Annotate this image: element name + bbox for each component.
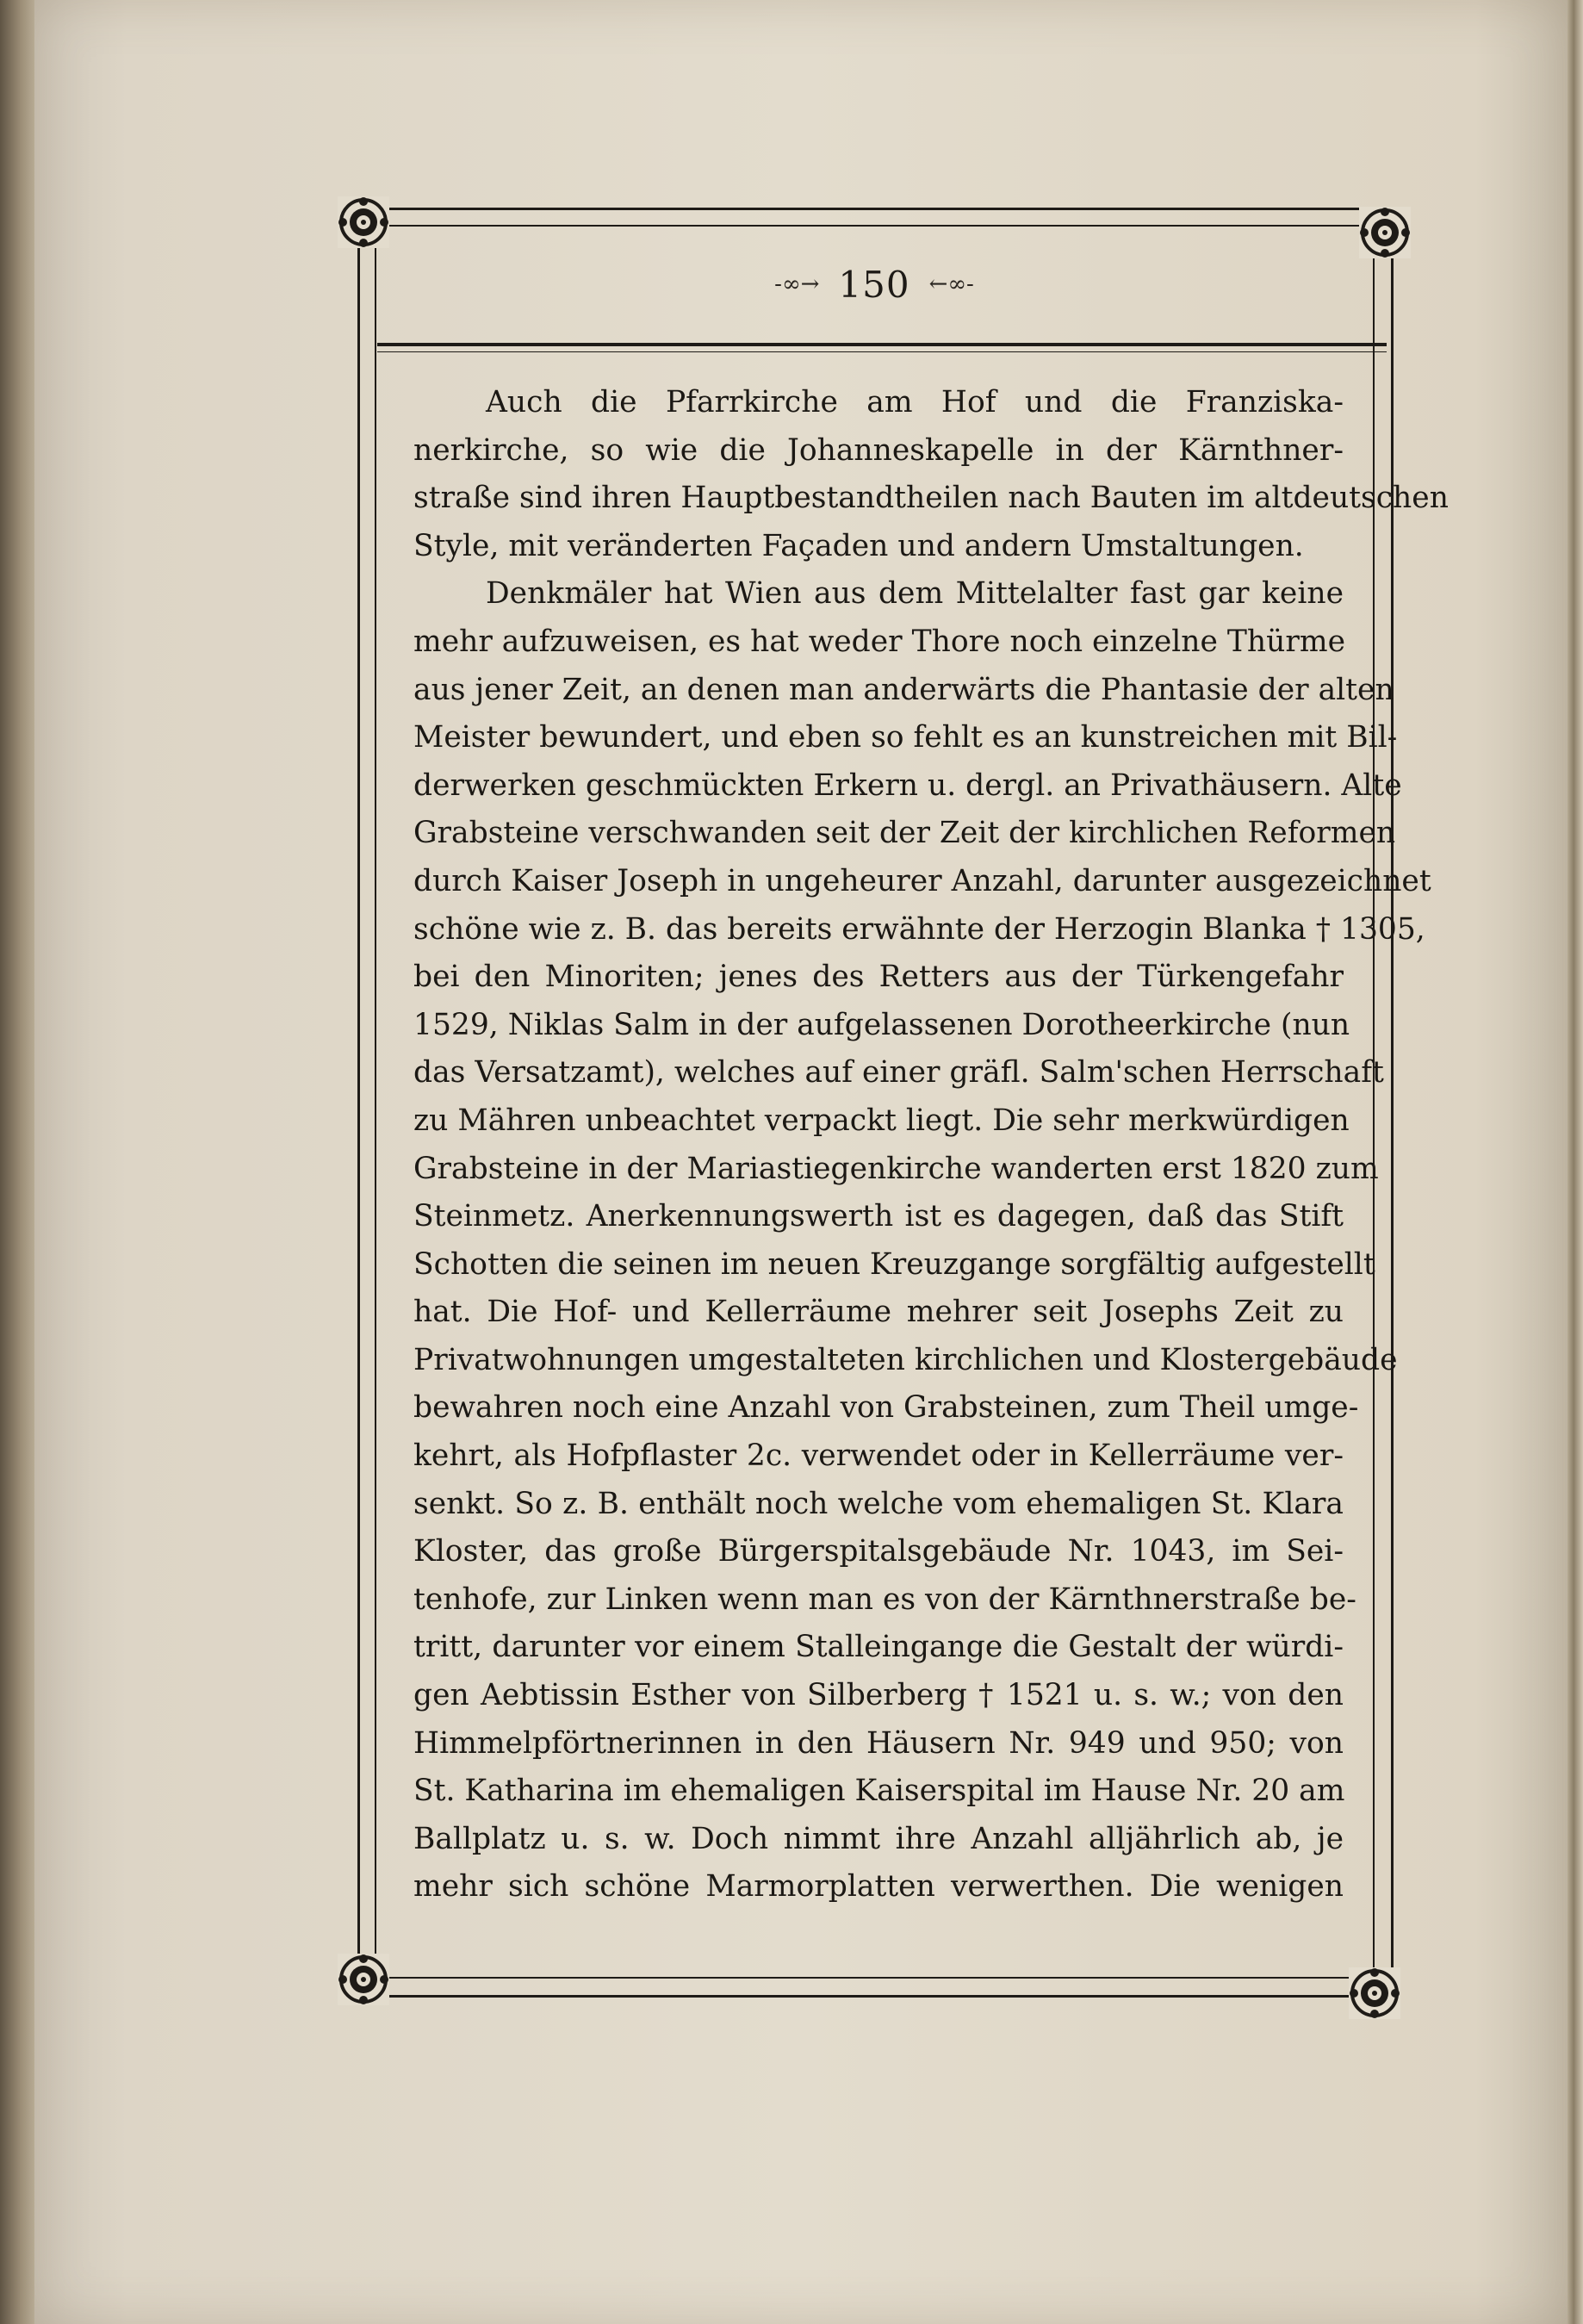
text-line: bewahren noch eine Anzahl von Grabsteinen, zum Theil umge-: [413, 1390, 1359, 1426]
header-divider: [377, 343, 1387, 352]
text-line: tritt, darunter vor einem Stalleingange die Gestalt der würdi-: [413, 1630, 1344, 1665]
text-line: gen Aebtissin Esther von Silberberg † 1521 u. s. w.; von den: [413, 1678, 1344, 1713]
text-line: Privatwohnungen umgestalteten kirchlichen und Klostergebäude: [413, 1342, 1398, 1377]
book-page-edge: [1567, 0, 1583, 2324]
text-line: Himmelpförtnerinnen in den Häusern Nr. 949 und 950; von: [413, 1725, 1344, 1761]
text-line: zu Mähren unbeachtet verpackt liegt. Die sehr merkwürdigen: [413, 1103, 1350, 1138]
text-line: Auch die Pfarrkirche am Hof und die Franziska-: [486, 385, 1344, 419]
text-line: tenhofe, zur Linken wenn man es von der Kärnthnerstraße be-: [413, 1581, 1356, 1617]
text-line: St. Katharina im ehemaligen Kaiserspital im Hause Nr. 20 am: [413, 1774, 1345, 1809]
text-line: 1529, Niklas Salm in der aufgelassenen Dorotheerkirche (nun: [413, 1007, 1350, 1042]
header-ornament-left-icon: -∞→: [774, 271, 820, 297]
text-line: kehrt, als Hofpflaster 2c. verwendet oder in Kellerräume ver-: [413, 1439, 1344, 1474]
text-line: Schotten die seinen im neuen Kreuzgange sorgfältig aufgestellt: [413, 1246, 1375, 1282]
text-line: aus jener Zeit, an denen man anderwärts die Phantasie der alten: [413, 672, 1394, 707]
text-line: durch Kaiser Joseph in ungeheurer Anzahl, darunter ausgezeichnet: [413, 863, 1431, 898]
text-line: derwerken geschmückten Erkern u. dergl. an Privathäusern. Alte: [413, 767, 1402, 803]
corner-rosette-icon: [1349, 1967, 1400, 2019]
text-line: mehr sich schöne Marmorplatten verwerthen. Die wenigen: [413, 1869, 1344, 1905]
text-line: schöne wie z. B. das bereits erwähnte der Herzogin Blanka † 1305,: [413, 911, 1425, 947]
text-line: Kloster, das große Bürgerspitalsgebäude Nr. 1043, im Sei-: [413, 1534, 1344, 1569]
page-header: [379, 254, 1369, 314]
corner-rosette-icon: [1359, 207, 1411, 258]
page-number: 150: [838, 263, 910, 306]
header-ornament-right-icon: ←∞-: [928, 271, 974, 297]
text-line: Ballplatz u. s. w. Doch nimmt ihre Anzahl alljährlich ab, je: [413, 1821, 1344, 1856]
text-line: senkt. So z. B. enthält noch welche vom ehemaligen St. Klara: [413, 1486, 1344, 1521]
text-line: Steinmetz. Anerkennungswerth ist es dagegen, daß das Stift: [413, 1199, 1344, 1234]
text-line: Denkmäler hat Wien aus dem Mittelalter fast gar keine: [486, 576, 1344, 612]
text-line: straße sind ihren Hauptbestandtheilen nach Bauten im altdeutschen: [413, 481, 1449, 516]
text-line: Style, mit veränderten Façaden und andern Umstaltungen.: [413, 528, 1304, 563]
text-line: Grabsteine in der Mariastiegenkirche wanderten erst 1820 zum: [413, 1151, 1379, 1186]
text-line: das Versatzamt), welches auf einer gräfl. Salm'schen Herrschaft: [413, 1055, 1384, 1091]
text-line: hat. Die Hof- und Kellerräume mehrer seit Josephs Zeit zu: [413, 1295, 1344, 1330]
corner-rosette-icon: [338, 1954, 389, 2005]
text-line: bei den Minoriten; jenes des Retters aus der Türkengefahr: [413, 960, 1344, 995]
text-line: Grabsteine verschwanden seit der Zeit der kirchlichen Reformen: [413, 816, 1396, 851]
text-line: nerkirche, so wie die Johanneskapelle in der Kärnthner-: [413, 432, 1344, 468]
book-spine-edge: [0, 0, 34, 2324]
corner-rosette-icon: [338, 196, 389, 248]
text-line: mehr aufzuweisen, es hat weder Thore noch einzelne Thürme: [413, 624, 1345, 659]
text-line: Meister bewundert, und eben so fehlt es an kunstreichen mit Bil-: [413, 720, 1398, 755]
body-text: [413, 379, 1449, 1911]
